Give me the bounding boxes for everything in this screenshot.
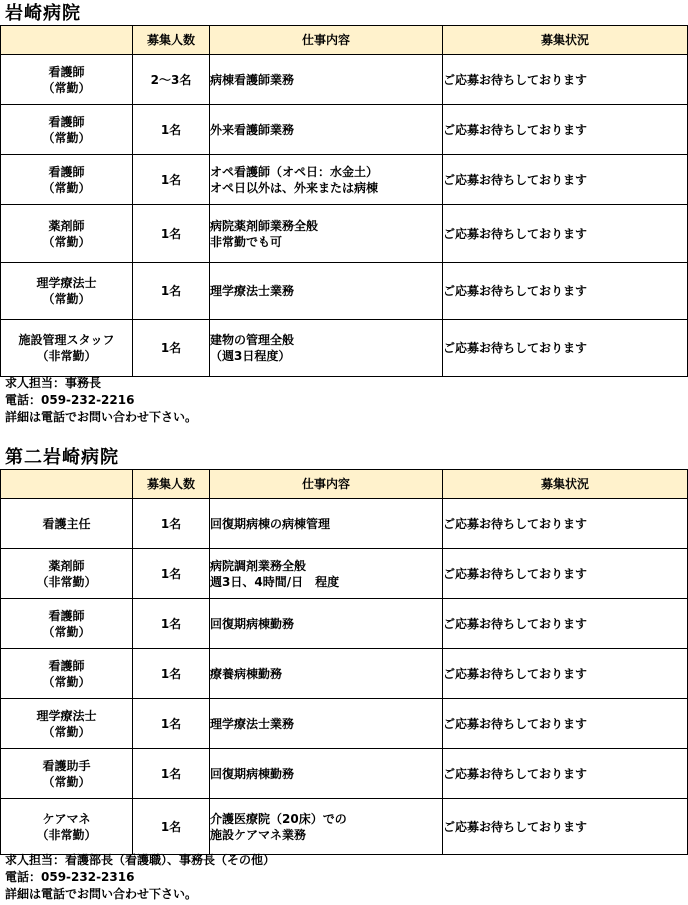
- count-cell: 1名: [133, 155, 210, 205]
- job-cell: [210, 499, 443, 549]
- table-header-row: [1, 470, 688, 499]
- position-line: 看護師: [48, 658, 85, 673]
- job-line: 非常勤でも可: [210, 234, 283, 249]
- job-cell: [210, 699, 443, 749]
- count-cell: 2～3名: [133, 55, 210, 105]
- job-line: 理学療法士業務: [210, 716, 295, 731]
- contact-line: 求人担当：事務長: [5, 376, 102, 390]
- position-line: （常勤）: [42, 234, 91, 249]
- status-cell: ご応募お待ちしております: [443, 699, 688, 749]
- job-cell: [210, 320, 443, 377]
- hospital1-title: 岩崎病院: [5, 3, 81, 24]
- count-cell: 1名: [133, 799, 210, 855]
- contact-line: 詳細は電話でお問い合わせ下さい。: [5, 887, 198, 901]
- position-line: （常勤）: [42, 774, 91, 789]
- job-cell: [210, 749, 443, 799]
- job-cell: [210, 155, 443, 205]
- contact-line: 求人担当：看護部長（看護職）、事務長（その他）: [5, 853, 276, 867]
- header-count: 募集人数: [133, 26, 210, 55]
- table-row: [1, 55, 688, 105]
- table-row: [1, 699, 688, 749]
- position-cell: [1, 599, 133, 649]
- position-line: 薬剤師: [48, 558, 85, 573]
- header-position: [1, 26, 133, 55]
- position-line: 看護師: [48, 164, 85, 179]
- job-line: 理学療法士業務: [210, 284, 295, 298]
- status-cell: ご応募お待ちしております: [443, 105, 688, 155]
- position-cell: [1, 320, 133, 377]
- header-position: [1, 470, 133, 499]
- position-line: （非常勤）: [36, 827, 97, 842]
- job-line: 療養病棟勤務: [210, 666, 283, 681]
- contact-line: 電話：059-232-2216: [5, 393, 135, 407]
- status-cell: ご応募お待ちしております: [443, 649, 688, 699]
- hospital2-contact: [5, 852, 275, 903]
- position-cell: [1, 263, 133, 320]
- position-line: （常勤）: [42, 724, 91, 739]
- job-line: 外来看護師業務: [210, 122, 295, 137]
- job-cell: [210, 549, 443, 599]
- count-cell: 1名: [133, 499, 210, 549]
- position-line: （常勤）: [42, 130, 91, 145]
- position-line: 理学療法士: [36, 708, 97, 723]
- job-cell: [210, 205, 443, 263]
- status-cell: ご応募お待ちしております: [443, 499, 688, 549]
- position-cell: [1, 649, 133, 699]
- count-cell: 1名: [133, 649, 210, 699]
- job-line: 病院薬剤師業務全般: [210, 218, 319, 233]
- job-cell: [210, 599, 443, 649]
- position-line: （常勤）: [42, 674, 91, 689]
- status-cell: ご応募お待ちしております: [443, 263, 688, 320]
- header-count: 募集人数: [133, 470, 210, 499]
- status-cell: ご応募お待ちしております: [443, 155, 688, 205]
- table-row: [1, 205, 688, 263]
- job-cell: [210, 55, 443, 105]
- job-cell: [210, 649, 443, 699]
- job-line: オペ看護師（オペ日：水金土）: [210, 164, 379, 179]
- job-line: 回復期病棟勤務: [210, 616, 295, 631]
- table-row: [1, 599, 688, 649]
- count-cell: 1名: [133, 699, 210, 749]
- count-cell: 1名: [133, 263, 210, 320]
- position-line: 看護助手: [42, 758, 91, 773]
- status-cell: ご応募お待ちしております: [443, 749, 688, 799]
- hospital2-title: 第二岩崎病院: [5, 447, 119, 468]
- position-line: 施設管理スタッフ: [18, 333, 115, 347]
- job-line: オペ日以外は、外来または病棟: [210, 180, 379, 195]
- header-status: 募集状況: [443, 470, 688, 499]
- hospital2-recruit-table: [0, 469, 688, 855]
- header-job: 仕事内容: [210, 26, 443, 55]
- position-line: （常勤）: [42, 80, 91, 95]
- hospital1-contact: [5, 375, 197, 426]
- contact-line: 詳細は電話でお問い合わせ下さい。: [5, 410, 198, 424]
- job-line: 施設ケアマネ業務: [210, 827, 307, 842]
- job-line: 週3日、4時間/日 程度: [210, 574, 340, 589]
- status-cell: ご応募お待ちしております: [443, 799, 688, 855]
- table-row: [1, 549, 688, 599]
- status-cell: ご応募お待ちしております: [443, 320, 688, 377]
- position-line: （常勤）: [42, 624, 91, 639]
- job-line: 介護医療院（20床）での: [210, 811, 347, 826]
- count-cell: 1名: [133, 599, 210, 649]
- status-cell: ご応募お待ちしております: [443, 55, 688, 105]
- job-line: 病棟看護師業務: [210, 72, 295, 87]
- job-cell: [210, 263, 443, 320]
- count-cell: 1名: [133, 320, 210, 377]
- job-line: （週3日程度）: [210, 349, 291, 363]
- job-cell: [210, 799, 443, 855]
- position-line: 看護師: [48, 64, 85, 79]
- table-row: [1, 263, 688, 320]
- status-cell: ご応募お待ちしております: [443, 205, 688, 263]
- position-line: （常勤）: [42, 180, 91, 195]
- table-row: [1, 799, 688, 855]
- table-header-row: [1, 26, 688, 55]
- position-cell: [1, 155, 133, 205]
- count-cell: 1名: [133, 105, 210, 155]
- table-row: [1, 320, 688, 377]
- position-line: （非常勤）: [36, 574, 97, 589]
- position-cell: [1, 499, 133, 549]
- job-line: 病院調剤業務全般: [210, 558, 307, 573]
- table-row: [1, 649, 688, 699]
- position-line: （非常勤）: [36, 349, 97, 363]
- job-cell: [210, 105, 443, 155]
- status-cell: ご応募お待ちしております: [443, 599, 688, 649]
- position-cell: [1, 55, 133, 105]
- position-cell: [1, 799, 133, 855]
- position-cell: [1, 749, 133, 799]
- position-cell: [1, 205, 133, 263]
- table-row: [1, 155, 688, 205]
- position-cell: [1, 699, 133, 749]
- position-line: 看護主任: [42, 516, 91, 531]
- hospital1-recruit-table: [0, 25, 688, 377]
- header-status: 募集状況: [443, 26, 688, 55]
- position-cell: [1, 549, 133, 599]
- job-line: 建物の管理全般: [210, 333, 295, 347]
- position-line: ケアマネ: [42, 811, 91, 826]
- job-line: 回復期病棟勤務: [210, 766, 295, 781]
- job-line: 回復期病棟の病棟管理: [210, 516, 331, 531]
- position-line: 看護師: [48, 114, 85, 129]
- table-row: [1, 105, 688, 155]
- position-line: （常勤）: [42, 292, 91, 306]
- position-cell: [1, 105, 133, 155]
- table-row: [1, 499, 688, 549]
- header-job: 仕事内容: [210, 470, 443, 499]
- table-row: [1, 749, 688, 799]
- count-cell: 1名: [133, 549, 210, 599]
- count-cell: 1名: [133, 749, 210, 799]
- position-line: 看護師: [48, 608, 85, 623]
- position-line: 薬剤師: [48, 218, 85, 233]
- count-cell: 1名: [133, 205, 210, 263]
- position-line: 理学療法士: [36, 276, 97, 290]
- contact-line: 電話：059-232-2316: [5, 870, 135, 884]
- status-cell: ご応募お待ちしております: [443, 549, 688, 599]
